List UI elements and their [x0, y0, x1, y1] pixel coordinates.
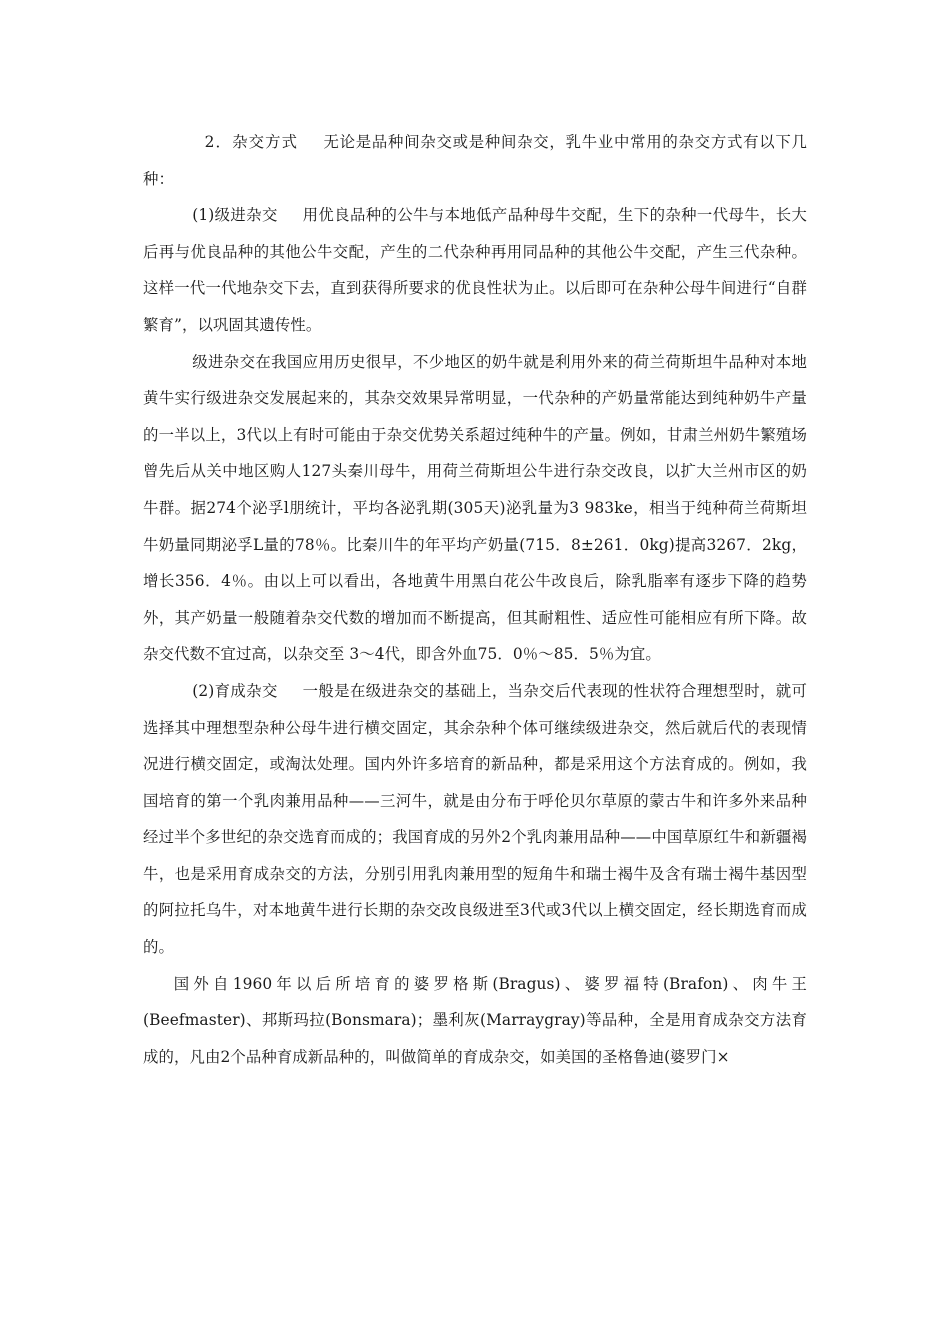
subheading-synthetic-crossing: (2)育成杂交: [192, 681, 278, 700]
paragraph-crossbreeding-methods: [143, 124, 807, 197]
paragraph-text: 用优良品种的公牛与本地低产品种母牛交配，生下的杂种一代母牛，长大后再与优良品种的其他公牛交配，产生的二代杂种再用同品种的其他公牛交配，产生三代杂种。这样一代一代地杂交下去，直到获得所要求的优良性状为止。以后即可在杂种公母牛间进行“自群繁育”，以巩固其遗传性。: [143, 206, 807, 334]
paragraph-text: 无论是品种间杂交或是种间杂交，乳牛业中常用的杂交方式有以下几种：: [143, 133, 807, 188]
paragraph-text: 级进杂交在我国应用历史很早，不少地区的奶牛就是利用外来的荷兰荷斯坦牛品种对本地黄牛实行级进杂交发展起来的，其杂交效果异常明显，一代杂种的产奶量常能达到纯种奶牛产量的一半以上，3代以上有时可能由于杂交优势关系超过纯种牛的产量。例如，甘肃兰州奶牛繁殖场曾先后从关中地区购人127头秦川母牛，用荷兰荷斯坦公牛进行杂交改良，以扩大兰州市区的奶牛群。据274个泌孚l朋统计，平均各泌乳期(305天)泌乳量为3 983ke，相当于纯种荷兰荷斯坦牛奶量同期泌孚L量的78％。比秦川牛的年平均产奶量(715．8±261．0kg)提高3267．2kg，增长356．4％。由以上可以看出，各地黄牛用黑白花公牛改良后，除乳脂率有逐步下降的趋势外，其产奶量一般随着杂交代数的增加而不断提高，但其耐粗性、适应性可能相应有所下降。故杂交代数不宜过高，以杂交至 3～4代，即含外血75．0％～85．5％为宜。: [143, 352, 807, 664]
paragraph-text: 一般是在级进杂交的基础上，当杂交后代表现的性状符合理想型时，就可选择其中理想型杂种公母牛进行横交固定，其余杂种个体可继续级进杂交，然后就后代的表现情况进行横交固定，或淘汰处理。国内外许多培育的新品种，都是采用这个方法育成的。例如，我国培育的第一个乳肉兼用品种——三河牛，就是由分布于呼伦贝尔草原的蒙古牛和许多外来品种经过半个多世纪的杂交选育而成的；我国育成的另外2个乳肉兼用品种——中国草原红牛和新疆褐牛，也是采用育成杂交的方法，分别引用乳肉兼用型的短角牛和瑞士褐牛及含有瑞士褐牛基因型的阿拉托乌牛，对本地黄牛进行长期的杂交改良级进至3代或3代以上横交固定，经长期选育而成的。: [143, 681, 807, 957]
section-heading-crossbreeding-methods: 2．杂交方式: [204, 133, 299, 151]
paragraph-grading-up-history: [143, 344, 807, 673]
paragraph-grading-up: [143, 197, 807, 343]
subheading-grading-up: (1)级进杂交: [192, 206, 278, 225]
document-body: [143, 124, 807, 1075]
paragraph-foreign-breeds: [143, 966, 807, 1076]
paragraph-text: 国外自1960年以后所培育的婆罗格斯(Bragus)、婆罗福特(Brafon)、肉牛王(Beefmaster)、邦斯玛拉(Bonsmara)；墨利灰(Marraygray)等品种，全是用育成杂交方法育成的，凡由2个品种育成新品种的，叫做简单的育成杂交，如美国的圣格鲁迪(婆罗门×: [143, 974, 807, 1066]
paragraph-synthetic-crossing: [143, 673, 807, 966]
